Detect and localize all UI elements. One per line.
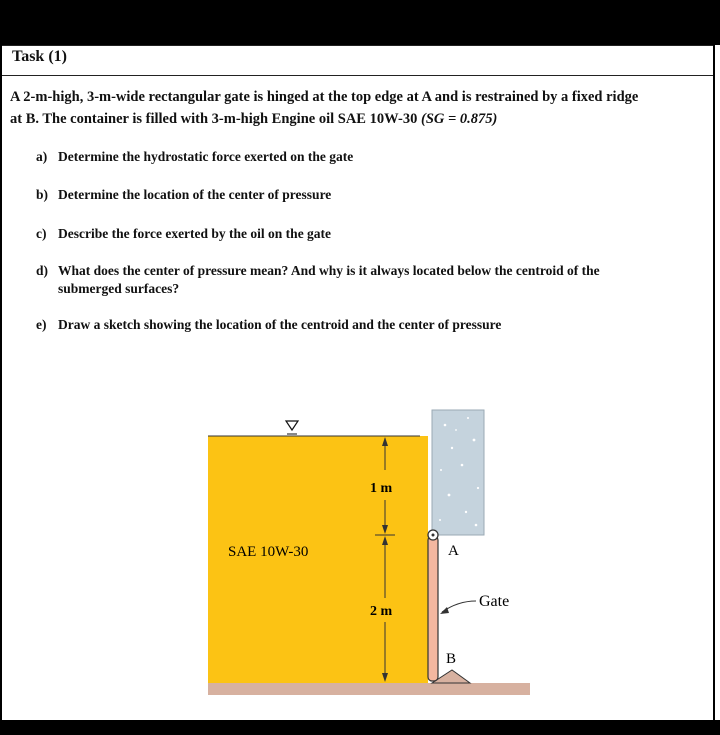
- question-label: a): [36, 149, 48, 164]
- question-continuation: submerged surfaces?: [58, 281, 180, 296]
- task-title: Task (1): [12, 48, 67, 65]
- problem-line-2-text: at B. The container is filled with 3-m-high Engine oil SAE 10W-30: [10, 111, 422, 127]
- hinge-pin: [432, 534, 435, 537]
- ground-base: [208, 683, 530, 695]
- specific-gravity: (SG = 0.875): [421, 111, 498, 127]
- question-text: Determine the location of the center of pressure: [58, 187, 332, 202]
- gate-plate: [428, 536, 438, 681]
- point-a-label: A: [448, 543, 459, 559]
- question-text: What does the center of pressure mean? And why is it always located below the centroid of the: [58, 263, 600, 278]
- bottom-black-bar: [0, 720, 720, 735]
- free-surface-icon: [286, 421, 298, 434]
- problem-line-1: A 2-m-high, 3-m-wide rectangular gate is hinged at the top edge at A and is restrained by a fixed ridge: [10, 89, 639, 105]
- question-label: b): [36, 187, 49, 202]
- dimension-2m: 2 m: [370, 604, 393, 619]
- question-text: Determine the hydrostatic force exerted on the gate: [58, 149, 354, 164]
- point-b-label: B: [446, 651, 457, 667]
- gate-label: Gate: [479, 593, 510, 610]
- fixed-wall: [432, 410, 484, 535]
- dimension-1m: 1 m: [370, 481, 393, 496]
- question-text: Draw a sketch showing the location of the centroid and the center of pressure: [58, 317, 502, 332]
- question-text: Describe the force exerted by the oil on the gate: [58, 226, 332, 241]
- question-label: e): [36, 317, 47, 332]
- question-label: c): [36, 226, 47, 241]
- question-label: d): [36, 263, 49, 278]
- fluid-label: SAE 10W-30: [228, 544, 309, 560]
